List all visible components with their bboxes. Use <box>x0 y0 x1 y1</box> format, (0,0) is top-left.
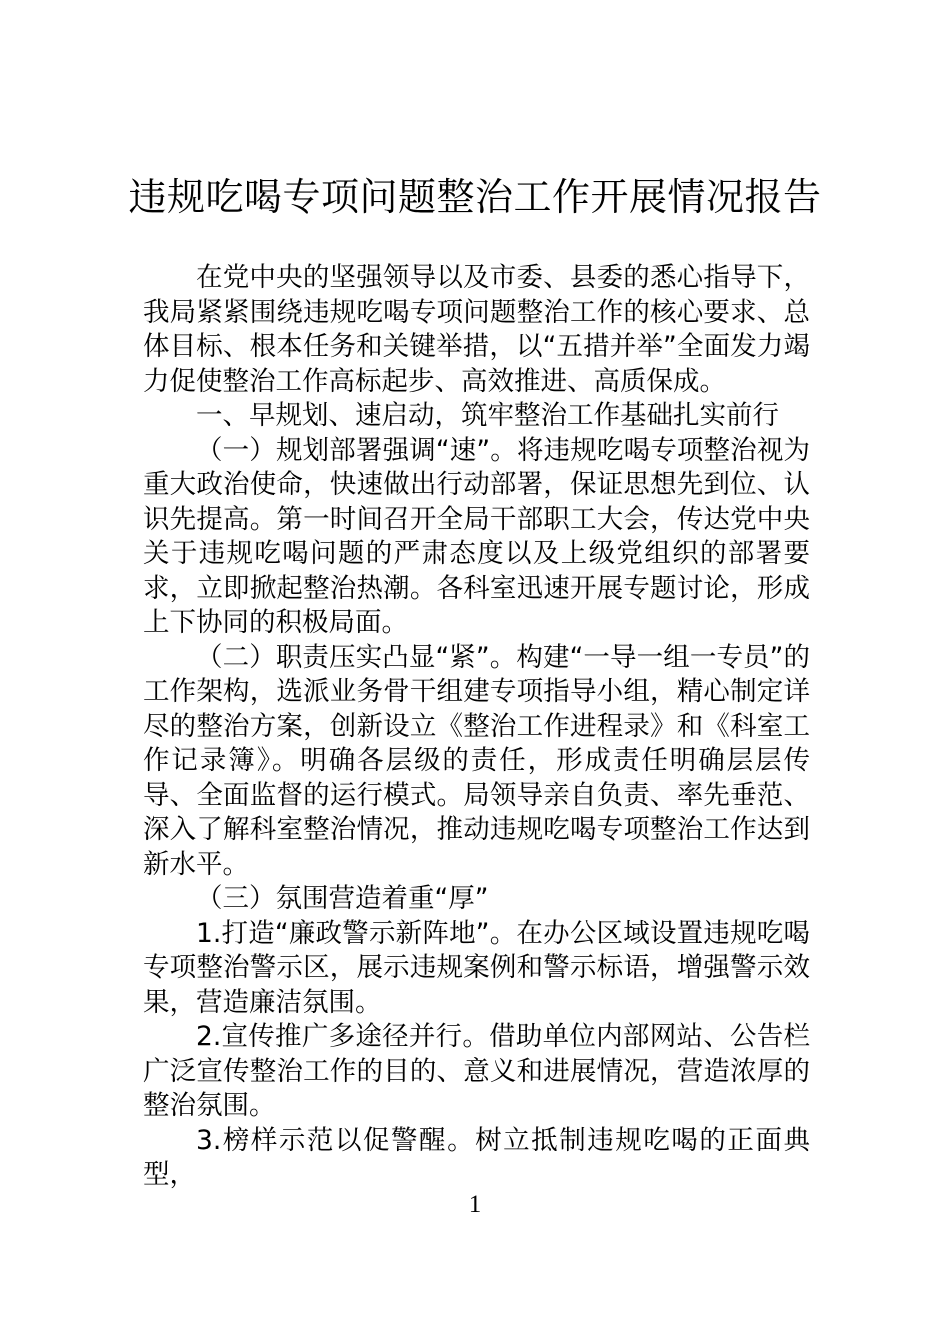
list-item-1: 1.打造“廉政警示新阵地”。在办公区域设置违规吃喝专项整治警示区，展示违规案例和警示标语，增强警示效果，营造廉洁氛围。 <box>143 917 810 1018</box>
section-heading-1: 一、早规划、速启动，筑牢整治工作基础扎实前行 <box>196 400 779 431</box>
document-body <box>143 261 810 1193</box>
list-item-2: 2.宣传推广多途径并行。借助单位内部网站、公告栏广泛宣传整治工作的目的、意义和进展情况，营造浓厚的整治氛围。 <box>143 1021 810 1121</box>
list-item-3: 3.榜样示范以促警醒。树立抵制违规吃喝的正面典型， <box>143 1124 810 1190</box>
subsection-heading-3: （三）氛围营造着重“厚” <box>196 883 489 914</box>
document-title: 违规吃喝专项问题整治工作开展情况报告 <box>128 175 822 219</box>
intro-paragraph: 在党中央的坚强领导以及市委、县委的悉心指导下，我局紧紧围绕违规吃喝专项问题整治工作的核心要求、总体目标、根本任务和关键举措，以“五措并举”全面发力竭力促使整治工作高标起步、高效推进、高质保成。 <box>143 262 810 397</box>
subsection-paragraph-2: （二）职责压实凸显“紧”。构建“一导一组一专员”的工作架构，选派业务骨干组建专项指导小组，精心制定详尽的整治方案，创新设立《整治工作进程录》和《科室工作记录簿》。明确各层级的责任，形成责任明确层层传导、全面监督的运行模式。局领导亲自负责、率先垂范、深入了解科室整治情况，推动违规吃喝专项整治工作达到新水平。 <box>143 641 810 880</box>
page-number: 1 <box>468 1191 482 1218</box>
subsection-paragraph-1: （一）规划部署强调“速”。将违规吃喝专项整治视为重大政治使命，快速做出行动部署，保证思想先到位、认识先提高。第一时间召开全局干部职工大会，传达党中央关于违规吃喝问题的严肃态度以及上级党组织的部署要求，立即掀起整治热潮。各科室迅速开展专题讨论，形成上下协同的积极局面。 <box>143 434 810 638</box>
